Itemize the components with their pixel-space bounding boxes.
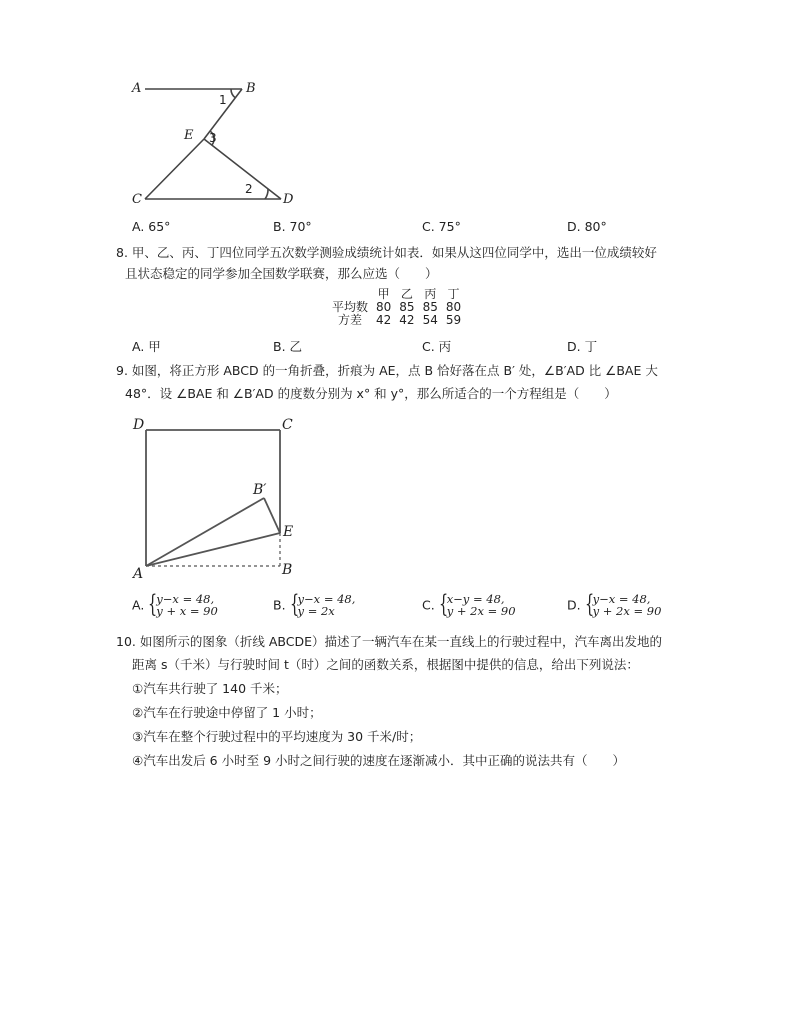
table-cell: 42 — [399, 313, 415, 327]
q8-option-c[interactable]: C. 丙 — [422, 339, 452, 354]
table-cell: 42 — [376, 313, 392, 327]
fig1-label-a: A — [132, 81, 142, 96]
equation-system — [438, 590, 516, 618]
equation-2: y + x = 90 — [156, 604, 218, 618]
segment-ed — [204, 139, 281, 199]
equation-system — [148, 590, 218, 618]
fig1-label-b: B — [246, 81, 256, 96]
fig2-label-b: B — [282, 562, 293, 578]
fig1-label-d: D — [283, 192, 294, 207]
fig2-label-b-prime: B′ — [253, 482, 267, 498]
table-cell: 80 — [445, 300, 462, 314]
equation-1: y−x = 48, — [156, 592, 215, 606]
brace-icon: { — [438, 590, 448, 618]
table-header-cell: 丁 — [447, 287, 460, 301]
equation-system — [289, 590, 356, 618]
q10-statement-1: ①汽车共行驶了 140 千米； — [132, 681, 288, 696]
table-cell: 59 — [445, 313, 462, 327]
q8-option-a[interactable]: A. 甲 — [132, 339, 161, 354]
fig2-label-c: C — [282, 417, 293, 433]
table-header-cell: 甲 — [377, 287, 390, 301]
table-cell: 80 — [376, 300, 392, 314]
q10-stem-line1: 10. 如图所示的图象（折线 ABCDE）描述了一辆汽车在某一直线上的行驶过程中，汽车离出发地的 — [116, 634, 662, 649]
fig2-label-a: A — [133, 566, 144, 582]
q7-option-b[interactable]: B. 70° — [273, 219, 312, 234]
q10-statement-2: ②汽车在行驶途中停留了 1 小时； — [132, 705, 322, 720]
q8-stem-line2: 且状态稳定的同学参加全国数学联赛，那么应选（ ） — [125, 266, 438, 281]
table-header-cell: 乙 — [400, 287, 413, 301]
option-letter: A. — [132, 597, 145, 613]
table-cell: 平均数 — [332, 300, 369, 314]
q9-stem-line1: 9. 如图，将正方形 ABCD 的一角折叠，折痕为 AE，点 B 恰好落在点 B′ 处，∠B′AD 比 ∠BAE 大 — [116, 363, 658, 378]
equation-1: x−y = 48, — [446, 592, 505, 606]
option-letter: D. — [567, 597, 581, 613]
equation-2: y + 2x = 90 — [446, 604, 516, 618]
q8-stem-line1: 8. 甲、乙、丙、丁四位同学五次数学测验成绩统计如表．如果从这四位同学中，选出一位成绩较好 — [116, 245, 657, 260]
equation-system — [584, 590, 662, 618]
q10-statement-3: ③汽车在整个行驶过程中的平均速度为 30 千米/时； — [132, 729, 422, 744]
equation-2: y = 2x — [297, 604, 335, 618]
q9-option-c[interactable] — [422, 590, 516, 618]
table-row — [328, 314, 465, 327]
fig1-angle-1-label: 1 — [219, 93, 227, 107]
table-cell: 85 — [399, 300, 415, 314]
fig2-label-d: D — [133, 417, 145, 433]
segment-ec — [145, 139, 204, 199]
q7-option-d[interactable]: D. 80° — [567, 219, 607, 234]
q8-option-b[interactable]: B. 乙 — [273, 339, 303, 354]
equation-1: y−x = 48, — [592, 592, 651, 606]
fig1-label-e: E — [184, 128, 194, 143]
angle-1-arc — [231, 89, 236, 98]
brace-icon: { — [584, 590, 594, 618]
equation-2: y + 2x = 90 — [592, 604, 662, 618]
fig2-label-e: E — [283, 524, 294, 540]
q10-statement-4: ④汽车出发后 6 小时至 9 小时之间行驶的速度在逐渐减小．其中正确的说法共有（ ） — [132, 753, 626, 768]
option-letter: C. — [422, 597, 435, 613]
fig1-angle-3-label: 3 — [209, 131, 217, 145]
q8-option-d[interactable]: D. 丁 — [567, 339, 598, 354]
q9-stem-line2: 48°．设 ∠BAE 和 ∠B′AD 的度数分别为 x° 和 y°，那么所适合的一个方程组是（ ） — [125, 386, 617, 401]
angle-2-arc — [265, 189, 268, 199]
q7-option-c[interactable]: C. 75° — [422, 219, 461, 234]
figure-folded-square — [130, 418, 300, 583]
q7-option-a[interactable]: A. 65° — [132, 219, 171, 234]
equation-1: y−x = 48, — [297, 592, 356, 606]
table-cell: 方差 — [338, 313, 363, 327]
q9-option-a[interactable] — [132, 590, 218, 618]
table-cell: 54 — [422, 313, 438, 327]
q8-stats-table — [328, 288, 465, 327]
fig1-angle-2-label: 2 — [245, 182, 253, 196]
fold-line-ae — [146, 533, 280, 566]
segment-b-prime-e — [264, 498, 280, 533]
segment-ab-prime — [146, 498, 264, 566]
brace-icon: { — [289, 590, 299, 618]
q9-option-d[interactable] — [567, 590, 662, 618]
q10-stem-line2: 距离 s（千米）与行驶时间 t（时）之间的函数关系，根据图中提供的信息，给出下列说法： — [132, 657, 639, 672]
table-cell: 85 — [422, 300, 438, 314]
option-letter: B. — [273, 597, 286, 613]
table-header-cell: 丙 — [424, 287, 437, 301]
q9-option-b[interactable] — [273, 590, 356, 618]
brace-icon: { — [148, 590, 158, 618]
fig1-label-c: C — [132, 192, 142, 207]
